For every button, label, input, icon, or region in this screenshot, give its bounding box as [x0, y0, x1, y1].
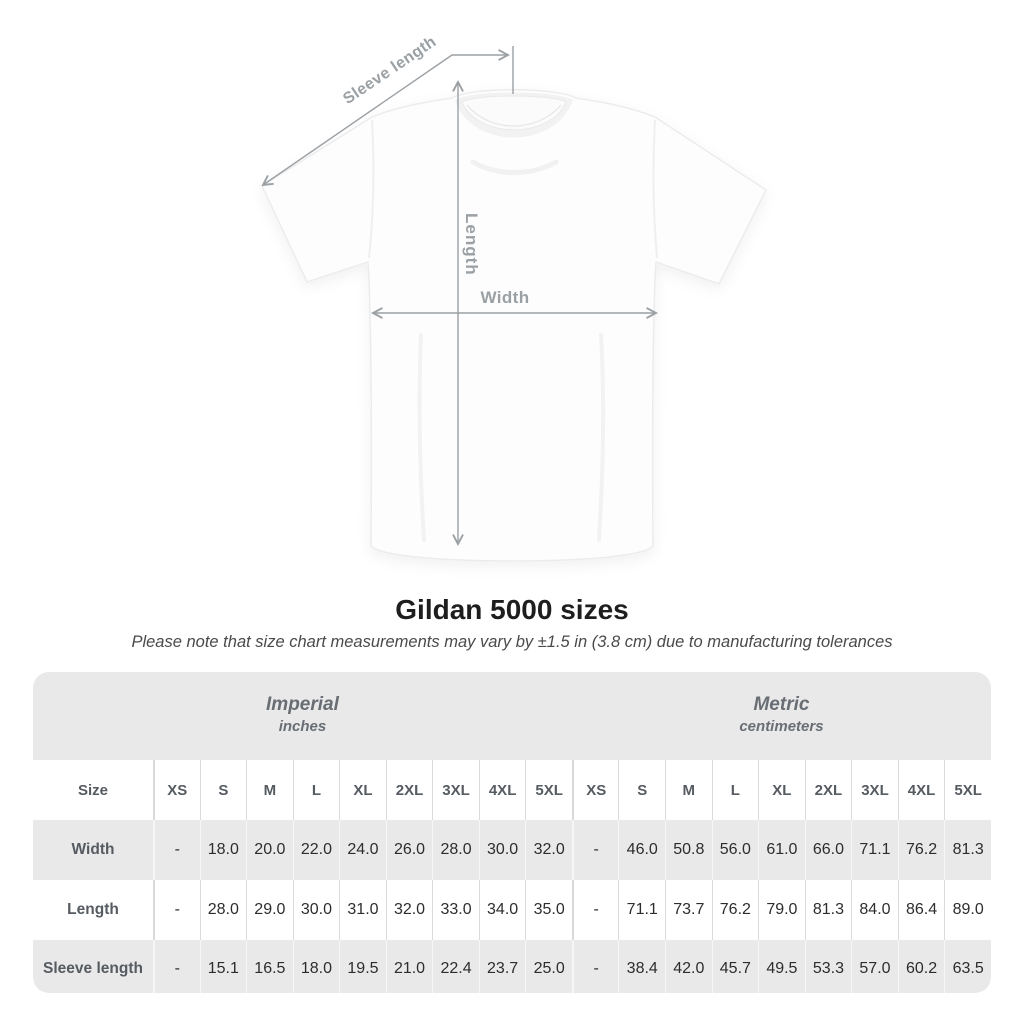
cell: 28.0	[200, 880, 247, 940]
cell: 18.0	[293, 940, 340, 993]
cell: 71.1	[618, 880, 665, 940]
cell: 26.0	[386, 820, 433, 880]
cell: 22.0	[293, 820, 340, 880]
cell: 35.0	[525, 880, 572, 940]
cell: 25.0	[525, 940, 572, 993]
size-table-panel	[33, 672, 991, 993]
cell: 89.0	[944, 880, 991, 940]
cell: 15.1	[200, 940, 247, 993]
cell: 71.1	[851, 820, 898, 880]
cell: 30.0	[479, 820, 526, 880]
cell: -	[153, 820, 200, 880]
row-label: Sleeve length	[43, 960, 143, 977]
size-label: XS	[572, 760, 619, 820]
table-row-length	[33, 880, 991, 940]
cell: 57.0	[851, 940, 898, 993]
cell: 66.0	[805, 820, 852, 880]
unit-header-row	[33, 672, 991, 760]
row-label: Length	[67, 901, 119, 918]
size-label: 5XL	[525, 760, 572, 820]
size-label: L	[293, 760, 340, 820]
cell: 22.4	[432, 940, 479, 993]
cell: 84.0	[851, 880, 898, 940]
size-table	[33, 672, 991, 993]
cell: 45.7	[712, 940, 759, 993]
cell: 76.2	[898, 820, 945, 880]
cell: 42.0	[665, 940, 712, 993]
page-title: Gildan 5000 sizes	[395, 594, 629, 625]
imperial-sublabel: inches	[278, 717, 327, 735]
imperial-header	[33, 672, 572, 760]
cell: 53.3	[805, 940, 852, 993]
size-label: M	[665, 760, 712, 820]
size-label: XL	[339, 760, 386, 820]
size-label: 4XL	[898, 760, 945, 820]
cell: 32.0	[386, 880, 433, 940]
size-label: 3XL	[851, 760, 898, 820]
cell: -	[572, 820, 619, 880]
size-label: S	[200, 760, 247, 820]
cell: 24.0	[339, 820, 386, 880]
size-label: XS	[153, 760, 200, 820]
cell: 32.0	[525, 820, 572, 880]
size-label: 2XL	[386, 760, 433, 820]
metric-sublabel: centimeters	[739, 717, 824, 735]
size-label: L	[712, 760, 759, 820]
length-label: Length	[462, 213, 481, 276]
cell: 81.3	[944, 820, 991, 880]
row-label: Width	[71, 841, 115, 858]
cell: 20.0	[246, 820, 293, 880]
cell: -	[153, 940, 200, 993]
cell: 16.5	[246, 940, 293, 993]
cell: -	[572, 940, 619, 993]
sleeve-length-label: Sleeve length	[340, 33, 440, 108]
metric-header	[572, 672, 991, 760]
cell: 76.2	[712, 880, 759, 940]
cell: 81.3	[805, 880, 852, 940]
cell: 63.5	[944, 940, 991, 993]
cell: 28.0	[432, 820, 479, 880]
tolerance-note: Please note that size chart measurements may vary by ±1.5 in (3.8 cm) due to manufacturing tolerances	[131, 633, 893, 651]
cell: 56.0	[712, 820, 759, 880]
table-row-sleeve-length	[33, 940, 991, 993]
cell: 31.0	[339, 880, 386, 940]
cell: 49.5	[758, 940, 805, 993]
cell: 60.2	[898, 940, 945, 993]
size-label: 3XL	[432, 760, 479, 820]
cell: 79.0	[758, 880, 805, 940]
cell: -	[153, 880, 200, 940]
size-column-header: Size	[77, 781, 108, 799]
cell: 19.5	[339, 940, 386, 993]
imperial-label: Imperial	[266, 693, 339, 715]
cell: 21.0	[386, 940, 433, 993]
cell: -	[572, 880, 619, 940]
cell: 34.0	[479, 880, 526, 940]
cell: 23.7	[479, 940, 526, 993]
cell: 61.0	[758, 820, 805, 880]
cell: 38.4	[618, 940, 665, 993]
size-label: 5XL	[944, 760, 991, 820]
cell: 29.0	[246, 880, 293, 940]
tshirt-silhouette	[262, 90, 766, 561]
cell: 30.0	[293, 880, 340, 940]
size-label: M	[246, 760, 293, 820]
size-label: XL	[758, 760, 805, 820]
cell: 18.0	[200, 820, 247, 880]
size-label: 4XL	[479, 760, 526, 820]
size-label: S	[618, 760, 665, 820]
width-label: Width	[480, 288, 530, 307]
size-header-row	[33, 760, 991, 820]
cell: 46.0	[618, 820, 665, 880]
cell: 86.4	[898, 880, 945, 940]
cell: 33.0	[432, 880, 479, 940]
table-row-width	[33, 820, 991, 880]
metric-label: Metric	[753, 693, 810, 715]
cell: 73.7	[665, 880, 712, 940]
size-label: 2XL	[805, 760, 852, 820]
cell: 50.8	[665, 820, 712, 880]
